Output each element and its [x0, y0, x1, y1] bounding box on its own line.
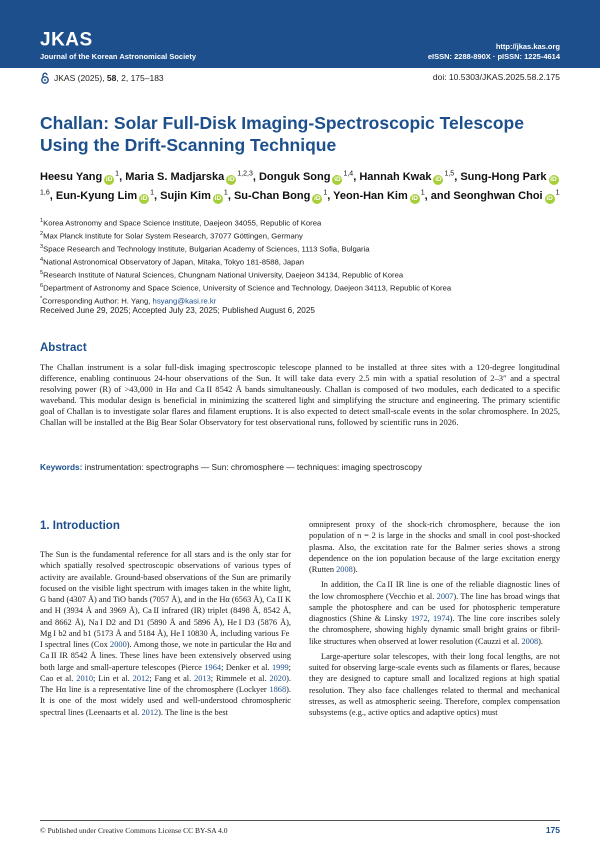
- affiliation: $^1$Korea Astronomy and Space Science Institute, Daejeon 34055, Republic of Korea: [40, 218, 322, 228]
- keywords-label: Keywords:: [40, 462, 83, 472]
- affiliation: $^4$National Astronomical Observatory of Japan, Mitaka, Tokyo 181-8588, Japan: [40, 256, 305, 267]
- author: Eun-Kyung Lim iD$^1$,: [55, 189, 161, 202]
- reference-link[interactable]: 2012: [141, 707, 159, 717]
- corresponding-author: *Corresponding Author: H. Yang, hsyang@kasi.re.kr: [40, 295, 217, 306]
- affiliation: $^3$Space Research and Technology Institute, Bulgarian Academy of Sciences, 1113 Sofia, Bulgaria: [40, 243, 370, 254]
- license-notice: © Published under Creative Commons License CC BY-SA 4.0: [40, 826, 228, 835]
- reference-link[interactable]: 2007: [436, 591, 454, 601]
- journal-subtitle: Journal of the Korean Astronomical Society: [40, 52, 197, 61]
- orcid-icon[interactable]: iD: [546, 194, 553, 202]
- journal-issn: eISSN: 2288-890X · pISSN: 1225-4614: [427, 52, 560, 61]
- journal-banner: [0, 0, 600, 68]
- author: Maria S. Madjarska iD$^{1,2,3}$,: [125, 170, 259, 183]
- author: Donguk Song iD$^{1,4}$,: [258, 170, 360, 183]
- paragraph: omnipresent proxy of the shock-rich chromosphere, because the ion population of n = 2 is large in the shocks and small in cool post-shocked plasma. Also, the excitation rate for the Balmer series shows a strong dependence on the ion population because of the large excitation energy (Rutten 2008).: [309, 520, 560, 574]
- corresponding-email[interactable]: hsyang@kasi.re.kr: [152, 296, 217, 306]
- journal-name: JKAS: [40, 29, 93, 51]
- orcid-icon[interactable]: iD: [140, 194, 148, 202]
- reference-link[interactable]: 2013: [194, 673, 211, 683]
- reference-link[interactable]: 1972: [410, 614, 428, 623]
- orcid-icon[interactable]: iD: [550, 175, 557, 183]
- reference-link[interactable]: 1999: [271, 662, 289, 672]
- reference-link[interactable]: 1964: [204, 662, 222, 672]
- journal-url[interactable]: http://jkas.kas.org: [495, 42, 560, 51]
- paper-title: Challan: Solar Full-Disk Imaging-Spectroscopic Telescope Using the Drift-Scanning Technique: [40, 113, 524, 155]
- reference-link[interactable]: 2020: [269, 673, 287, 683]
- author: Su-Chan Bong iD$^1$,: [233, 189, 334, 202]
- author: Heesu Yang iD$^1$,: [40, 170, 126, 183]
- affiliation-list: [40, 216, 560, 307]
- page-number: 175: [545, 825, 560, 835]
- author: Yeon-Han Kim iD$^1$, and: [333, 189, 454, 202]
- orcid-icon[interactable]: iD: [214, 194, 222, 202]
- citation-line: [40, 72, 164, 84]
- keywords: [40, 462, 560, 472]
- reference-link[interactable]: 2012: [132, 673, 150, 683]
- keywords-text: instrumentation: spectrographs — Sun: chromosphere — techniques: imaging spectroscopy: [82, 462, 422, 472]
- publication-dates: Received June 29, 2025; Accepted July 23, 2025; Published August 6, 2025: [40, 306, 315, 315]
- orcid-icon[interactable]: iD: [228, 175, 235, 183]
- orcid-icon[interactable]: iD: [105, 175, 113, 183]
- affiliation: $^5$Research Institute of Natural Sciences, Chungnam National University, Daejeon 34134, Republic of Korea: [40, 269, 404, 280]
- orcid-icon[interactable]: iD: [411, 194, 418, 202]
- paragraph: The Sun is the fundamental reference for all stars and is the only star for which spatially resolved spectroscopic observations of various types of activity are available. Ground-based observations of the Sun are primarily focused on the visible light spectrum with images taken in the white light, G band (4307 Å) and TiO bands (7057 Å), and in the Hα (6563 Å), Ca II K and H (3934 Å and 3969 Å), Ca II infrared (IR) triplet (8498 Å, 8542 Å, and 8662 Å), Na I D2 and D1 (5890 Å and 5896 Å), He I D3 (5876 Å), Mg I b2 and b1 (5173 Å and 5184 Å), He I 10830 Å, including various Fe I spectral lines (Cox 2000). Among those, we note in particular the Hα and Ca II IR 8542 Å lines. These lines have been extensively observed using both large and small-aperture telescopes (Pierce 1964; Denker et al. 1999; Cao et al. 2010; Lin et al. 2012; Fang et al. 2013; Rimmele et al. 2020). The Hα line is a representative line of the chromosphere (Lockyer 1868). It is one of the most widely used and well-understood chromospheric spectral lines (Leenaarts et al. 2012). The line is the best: [40, 550, 291, 717]
- affiliation: $^6$Department of Astronomy and Space Science, University of Science and Technology, Daejeon 34113, Republic of Korea: [40, 282, 452, 293]
- orcid-icon[interactable]: iD: [334, 175, 341, 183]
- reference-link[interactable]: 2010: [76, 673, 93, 683]
- doi[interactable]: doi: 10.5303/JKAS.2025.58.2.175: [432, 72, 560, 82]
- abstract-heading: Abstract: [40, 342, 87, 354]
- orcid-icon[interactable]: iD: [435, 175, 442, 183]
- author: Seonghwan Choi iD$^1$: [453, 189, 560, 202]
- reference-link[interactable]: 2008: [336, 565, 353, 574]
- affiliation: $^2$Max Planck Institute for Solar System Research, 37077 Göttingen, Germany: [40, 230, 303, 241]
- author: Hannah Kwak iD$^{1,5}$,: [359, 170, 461, 183]
- citation-rest: , 2, 175–183: [116, 73, 164, 83]
- open-access-icon: [40, 72, 50, 84]
- abstract-text: The Challan instrument is a solar full-disk imaging spectroscopic telescope planned to be installed at three sites with a 120-degree longitudinal difference, enabling continuous 24-hour observations of the Sun. It will take data every 2.5 min with a spatial resolution of 2–3″ and a spectral resolving power (R) of >43,000 in Hα and Ca II 8542 Å bands simultaneously. Challan is composed of two modules, each dedicated to a specific waveband. This modular design is beneficial in minimizing the scattered light and simplifying the structure and engineering. The primary scientific goal of Challan is to investigate solar flares and filament eruptions. It is also expected to detect small-scale events in the solar chromosphere. In 2025, Challan will be installed at the Big Bear Solar Observatory for test observational runs, followed by scientific runs in 2026.: [40, 362, 560, 428]
- reference-link[interactable]: 2000: [110, 640, 127, 649]
- reference-link[interactable]: 1974: [432, 614, 450, 623]
- citation-volume: 58: [106, 73, 117, 83]
- paragraph: In addition, the Ca II IR line is one of the reliable diagnostic lines of the low chromosphere (Vecchio et al. 2007). The line has broad wings that sample the photosphere and can be used for photospheric temperature diagnostics (Shine & Linsky 1972, 1974). The line core inscribes solely the chromosphere, showing highly dynamic small bright grains or fibril-like structures when observed at lower resolution (Cauzzi et al. 2008).: [309, 580, 560, 646]
- author: Sujin Kim iD$^1$,: [160, 189, 234, 202]
- author-list: [40, 166, 560, 204]
- footer-divider: [40, 820, 560, 821]
- paragraph: Large-aperture solar telescopes, with their long focal lengths, are not suited for observing large-scale events such as filaments or flares, because they are designed to capture small and localized regions at high spatial resolution. They also face challenges related to thermal and mechanical stresses, as well as atmospheric seeing. Therefore, complex compensation subsystems (e.g., active optics and adaptive optics) must: [309, 651, 560, 717]
- citation-prefix: JKAS (2025),: [54, 73, 107, 83]
- reference-link[interactable]: 2008: [521, 636, 539, 646]
- author: Sung-Hong Park iD$^{1,6}$,: [40, 170, 557, 202]
- column-left: [40, 549, 291, 718]
- reference-link[interactable]: 1868: [269, 685, 287, 694]
- orcid-icon[interactable]: iD: [314, 194, 321, 202]
- section-heading: 1. Introduction: [40, 520, 120, 532]
- column-right: [309, 519, 560, 718]
